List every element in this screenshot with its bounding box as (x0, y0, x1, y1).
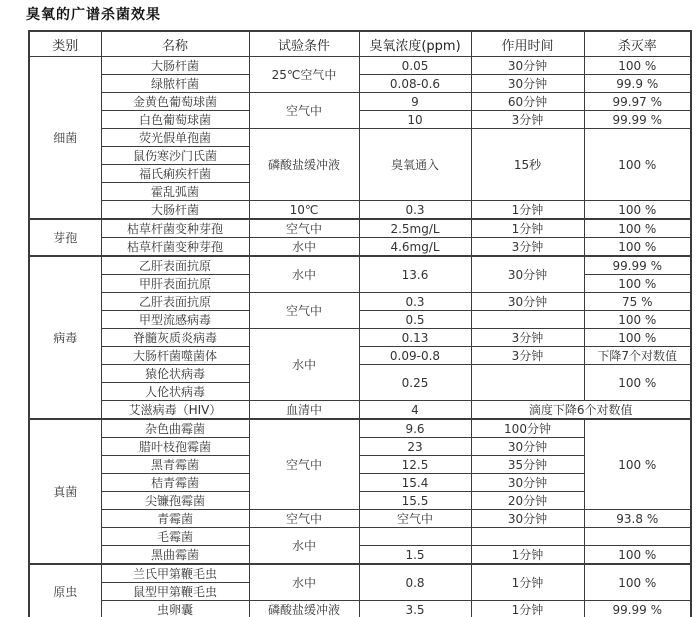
table-cell: 兰氏甲第鞭毛虫 (101, 564, 249, 583)
table-cell: 99.97 % (584, 93, 691, 111)
category-cell: 芽孢 (29, 219, 101, 256)
table-body (29, 57, 691, 617)
table-cell: 磷酸盐缓冲液 (249, 601, 359, 617)
table-cell: 100分钟 (471, 419, 584, 438)
table-cell: 1分钟 (471, 546, 584, 565)
table-cell: 3.5 (359, 601, 471, 617)
table-row (29, 219, 691, 238)
table-cell: 大肠杆菌噬菌体 (101, 347, 249, 365)
table-row (29, 311, 691, 329)
table-cell: 毛霉菌 (101, 528, 249, 546)
table-cell: 艾滋病毒（HIV） (101, 401, 249, 420)
category-cell: 病毒 (29, 256, 101, 419)
table-cell: 霍乱弧菌 (101, 183, 249, 201)
category-cell: 细菌 (29, 57, 101, 220)
table-cell: 30分钟 (471, 510, 584, 528)
table-cell (471, 311, 584, 329)
table-cell: 2.5mg/L (359, 219, 471, 238)
table-cell: 人伦状病毒 (101, 383, 249, 401)
table-cell: 30分钟 (471, 75, 584, 93)
table-cell (471, 528, 584, 546)
table-cell (359, 528, 471, 546)
table-cell: 枯草杆菌变种芽孢 (101, 238, 249, 257)
table-cell: 3分钟 (471, 329, 584, 347)
table-cell (584, 528, 691, 546)
table-cell: 血清中 (249, 401, 359, 420)
table-cell: 绿脓杆菌 (101, 75, 249, 93)
table-row (29, 419, 691, 438)
table-cell: 杂色曲霉菌 (101, 419, 249, 438)
table-cell: 30分钟 (471, 57, 584, 75)
table-cell: 23 (359, 438, 471, 456)
table-cell: 腊叶枝孢霉菌 (101, 438, 249, 456)
table-row (29, 401, 691, 420)
table-cell: 9.6 (359, 419, 471, 438)
table-cell: 15秒 (471, 129, 584, 201)
table-row (29, 564, 691, 583)
table-cell: 12.5 (359, 456, 471, 474)
table-cell: 荧光假单孢菌 (101, 129, 249, 147)
table-cell: 100 % (584, 419, 691, 510)
table-row (29, 75, 691, 93)
column-header: 作用时间 (471, 31, 584, 57)
table-cell: 臭氧通入 (359, 129, 471, 201)
table-row (29, 201, 691, 220)
table-cell: 1分钟 (471, 201, 584, 220)
table-row (29, 601, 691, 617)
table-cell: 35分钟 (471, 456, 584, 474)
table-cell: 脊髓灰质炎病毒 (101, 329, 249, 347)
table-cell: 100 % (584, 219, 691, 238)
table-cell: 下降7个对数值 (584, 347, 691, 365)
table-cell: 30分钟 (471, 256, 584, 293)
table-cell: 乙肝表面抗原 (101, 256, 249, 275)
table-cell: 15.5 (359, 492, 471, 510)
table-cell: 99.99 % (584, 601, 691, 617)
table-cell: 水中 (249, 528, 359, 565)
header-row (29, 31, 691, 57)
table-cell: 0.3 (359, 293, 471, 311)
table-cell: 75 % (584, 293, 691, 311)
table-cell: 水中 (249, 564, 359, 601)
page-title: 臭氧的广谱杀菌效果 (26, 7, 161, 23)
table-cell: 虫卵囊 (101, 601, 249, 617)
table-cell: 0.8 (359, 564, 471, 601)
table-cell: 猿伦状病毒 (101, 365, 249, 383)
table-cell: 鼠型甲第鞭毛虫 (101, 583, 249, 601)
table-cell: 桔青霉菌 (101, 474, 249, 492)
table-cell: 金黄色葡萄球菌 (101, 93, 249, 111)
table-cell: 水中 (249, 256, 359, 293)
table-row (29, 528, 691, 546)
table-cell: 枯草杆菌变种芽孢 (101, 219, 249, 238)
table-row (29, 111, 691, 129)
column-header: 名称 (101, 31, 249, 57)
table-cell: 0.08-0.6 (359, 75, 471, 93)
table-cell: 1.5 (359, 546, 471, 565)
table-cell: 100 % (584, 546, 691, 565)
column-header: 臭氧浓度(ppm) (359, 31, 471, 57)
table-cell: 99.99 % (584, 256, 691, 275)
table-cell: 100 % (584, 564, 691, 601)
table-cell: 10 (359, 111, 471, 129)
table-row (29, 365, 691, 383)
column-header: 类别 (29, 31, 101, 57)
table-cell: 4.6mg/L (359, 238, 471, 257)
table-cell: 空气中 (249, 419, 359, 510)
table-cell: 3分钟 (471, 111, 584, 129)
table-row (29, 293, 691, 311)
table-cell: 空气中 (359, 510, 471, 528)
column-header: 杀灭率 (584, 31, 691, 57)
table-cell: 甲型流感病毒 (101, 311, 249, 329)
table-cell: 30分钟 (471, 474, 584, 492)
table-cell (471, 365, 584, 401)
table-cell: 100 % (584, 238, 691, 257)
category-cell: 真菌 (29, 419, 101, 564)
table-cell: 10℃ (249, 201, 359, 220)
table-cell: 4 (359, 401, 471, 420)
table-cell: 3分钟 (471, 238, 584, 257)
table-cell: 15.4 (359, 474, 471, 492)
table-cell: 水中 (249, 238, 359, 257)
table-row (29, 329, 691, 347)
table-cell: 福氏痢疾杆菌 (101, 165, 249, 183)
table-cell: 25℃空气中 (249, 57, 359, 93)
table-cell: 100 % (584, 129, 691, 201)
table-cell: 100 % (584, 275, 691, 293)
table-cell: 20分钟 (471, 492, 584, 510)
table-row (29, 256, 691, 275)
table-cell: 磷酸盐缓冲液 (249, 129, 359, 201)
table-cell: 1分钟 (471, 219, 584, 238)
table-cell: 乙肝表面抗原 (101, 293, 249, 311)
table-cell: 30分钟 (471, 438, 584, 456)
table-cell: 水中 (249, 329, 359, 401)
table-cell: 0.5 (359, 311, 471, 329)
table-row (29, 93, 691, 111)
table-cell: 30分钟 (471, 293, 584, 311)
table-cell: 大肠杆菌 (101, 201, 249, 220)
table-cell: 99.9 % (584, 75, 691, 93)
table-cell: 9 (359, 93, 471, 111)
table-cell: 黑曲霉菌 (101, 546, 249, 565)
table-row (29, 546, 691, 565)
table-cell: 尖镰孢霉菌 (101, 492, 249, 510)
table-cell: 0.3 (359, 201, 471, 220)
table-cell: 3分钟 (471, 347, 584, 365)
table-cell: 甲肝表面抗原 (101, 275, 249, 293)
table-cell: 黑青霉菌 (101, 456, 249, 474)
table-cell: 100 % (584, 311, 691, 329)
table-cell: 13.6 (359, 256, 471, 293)
table-cell: 100 % (584, 329, 691, 347)
table-row (29, 510, 691, 528)
table-cell: 99.99 % (584, 111, 691, 129)
table-cell: 青霉菌 (101, 510, 249, 528)
table-cell: 0.09-0.8 (359, 347, 471, 365)
table-row (29, 347, 691, 365)
ozone-sterilization-table (28, 30, 692, 617)
column-header: 试验条件 (249, 31, 359, 57)
table-cell: 0.25 (359, 365, 471, 401)
table-cell: 100 % (584, 201, 691, 220)
table-cell: 100 % (584, 57, 691, 75)
table-cell: 空气中 (249, 293, 359, 329)
table-cell: 0.05 (359, 57, 471, 75)
category-cell: 原虫 (29, 564, 101, 617)
table-cell: 空气中 (249, 510, 359, 528)
table-cell: 鼠伤寒沙门氏菌 (101, 147, 249, 165)
table-row (29, 238, 691, 257)
table-cell: 空气中 (249, 93, 359, 129)
table-cell: 白色葡萄球菌 (101, 111, 249, 129)
table-cell: 93.8 % (584, 510, 691, 528)
table-cell: 空气中 (249, 219, 359, 238)
table-row (29, 129, 691, 147)
table-cell: 滴度下降6个对数值 (471, 401, 691, 420)
table-cell: 1分钟 (471, 564, 584, 601)
table-cell: 0.13 (359, 329, 471, 347)
table-cell: 大肠杆菌 (101, 57, 249, 75)
table-cell: 1分钟 (471, 601, 584, 617)
table-cell: 100 % (584, 365, 691, 401)
table-row (29, 57, 691, 75)
table-cell: 60分钟 (471, 93, 584, 111)
